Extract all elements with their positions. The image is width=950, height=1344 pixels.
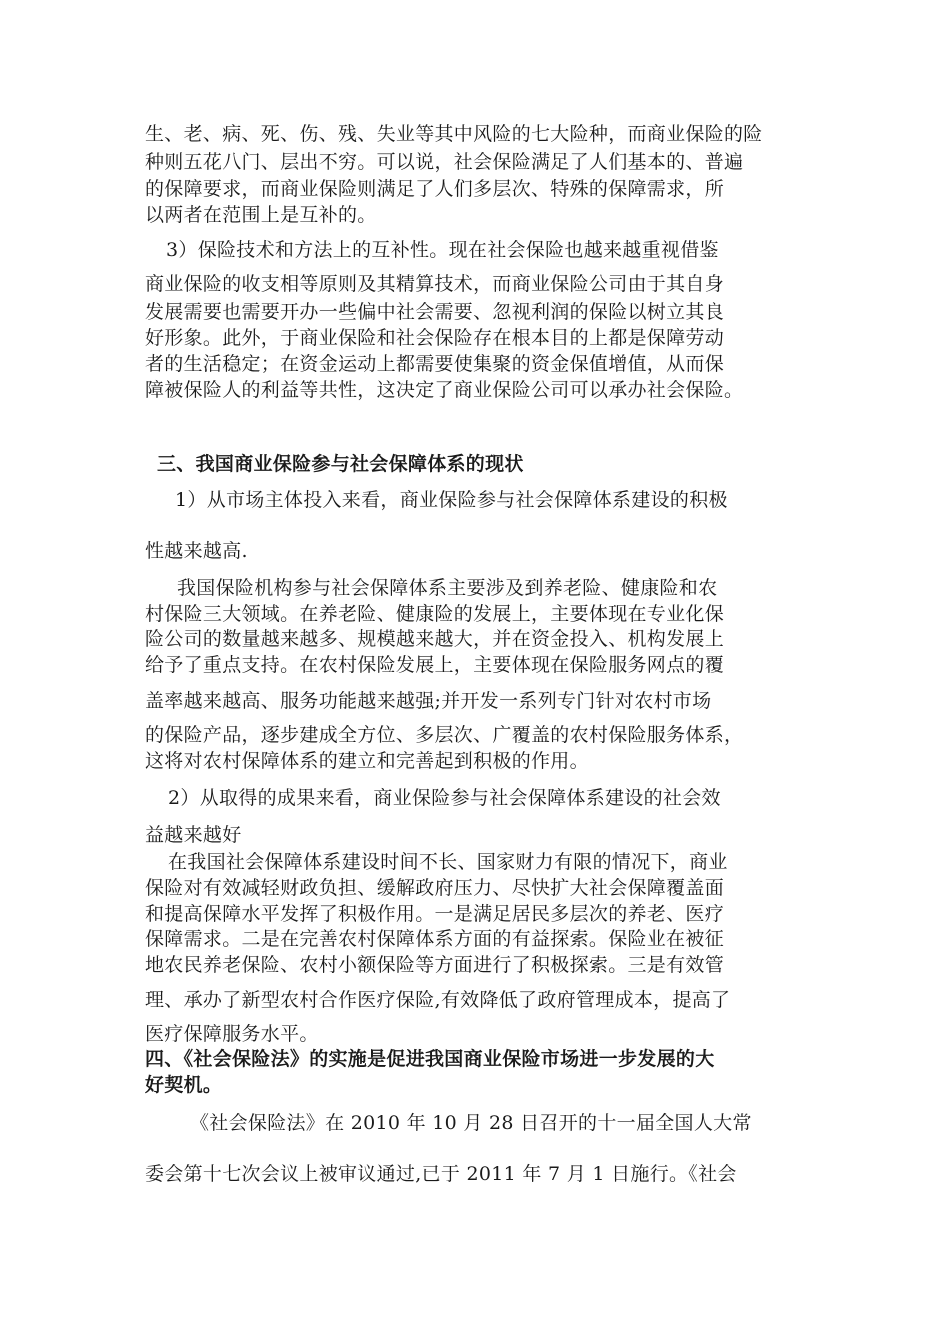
text-line: 益越来越好 [145, 824, 242, 846]
text-line: 好形象。此外，于商业保险和社会保险存在根本目的上都是保障劳动 [145, 327, 725, 349]
text-line: 种则五花八门、层出不穷。可以说，社会保险满足了人们基本的、普遍 [145, 151, 744, 173]
text-line: 医疗保障服务水平。 [145, 1023, 319, 1045]
text-line: 给予了重点支持。在农村保险发展上，主要体现在保险服务网点的覆 [145, 654, 725, 676]
section-heading: 三、我国商业保险参与社会保障体系的现状 [157, 453, 524, 475]
text-line: 生、老、病、死、伤、残、失业等其中风险的七大险种，而商业保险的险 [145, 123, 763, 145]
text-line: 村保险三大领域。在养老险、健康险的发展上，主要体现在专业化保 [145, 603, 725, 625]
text-line: 的保险产品，逐步建成全方位、多层次、广覆盖的农村保险服务体系， [145, 724, 744, 746]
text-line: 以两者在范围上是互补的。 [145, 204, 377, 226]
text-line: 在我国社会保障体系建设时间不长、国家财力有限的情况下，商业 [168, 851, 728, 873]
text-line: 我国保险机构参与社会保障体系主要涉及到养老险、健康险和农 [177, 577, 718, 599]
text-line: 者的生活稳定；在资金运动上都需要使集聚的资金保值增值，从而保 [145, 353, 725, 375]
text-line: 这将对农村保障体系的建立和完善起到积极的作用。 [145, 750, 589, 772]
text-line: 2）从取得的成果来看，商业保险参与社会保障体系建设的社会效 [168, 787, 721, 809]
text-line: 1）从市场主体投入来看，商业保险参与社会保障体系建设的积极 [175, 489, 728, 511]
text-line: 险公司的数量越来越多、规模越来越大，并在资金投入、机构发展上 [145, 628, 725, 650]
text-line: 保障需求。二是在完善农村保障体系方面的有益探索。保险业在被征 [145, 928, 725, 950]
text-line: 3）保险技术和方法上的互补性。现在社会保险也越来越重视借鉴 [166, 239, 719, 261]
text-line: 《社会保险法》在 2010 年 10 月 28 日召开的十一届全国人大常 [190, 1112, 752, 1134]
text-line: 地农民养老保险、农村小额保险等方面进行了积极探索。三是有效管 [145, 954, 725, 976]
text-line: 性越来越高. [145, 540, 248, 562]
text-line: 的保障要求，而商业保险则满足了人们多层次、特殊的保障需求，所 [145, 178, 725, 200]
text-line: 盖率越来越高、服务功能越来越强;并开发一系列专门针对农村市场 [145, 690, 712, 712]
text-line: 和提高保障水平发挥了积极作用。一是满足居民多层次的养老、医疗 [145, 903, 725, 925]
section-heading: 好契机。 [145, 1074, 223, 1096]
text-line: 障被保险人的利益等共性，这决定了商业保险公司可以承办社会保险。 [145, 379, 744, 401]
text-line: 委会第十七次会议上被审议通过,已于 2011 年 7 月 1 日施行。《社会 [145, 1163, 737, 1185]
text-line: 商业保险的收支相等原则及其精算技术，而商业保险公司由于其自身 [145, 273, 725, 295]
section-heading: 四、《社会保险法》的实施是促进我国商业保险市场进一步发展的大 [145, 1048, 715, 1070]
text-line: 发展需要也需要开办一些偏中社会需要、忽视利润的保险以树立其良 [145, 301, 725, 323]
text-line: 保险对有效减轻财政负担、缓解政府压力、尽快扩大社会保障覆盖面 [145, 877, 725, 899]
text-line: 理、承办了新型农村合作医疗保险,有效降低了政府管理成本，提高了 [145, 989, 731, 1011]
